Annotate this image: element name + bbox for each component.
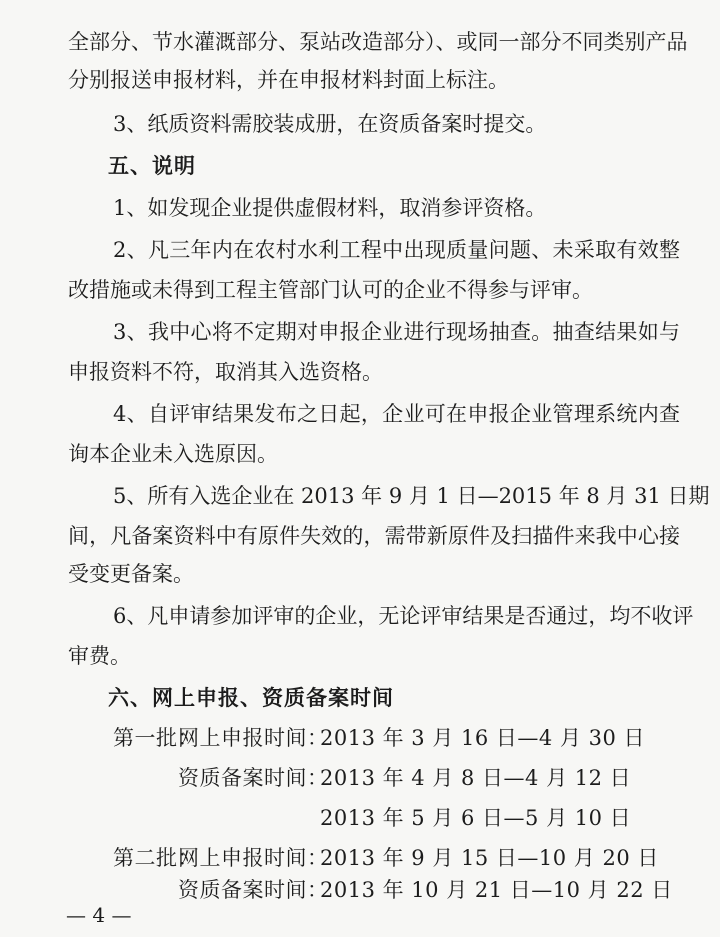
filing-value: 2013 年 10 月 21 日—10 月 22 日 (320, 878, 673, 902)
schedule-row (0, 798, 720, 838)
section-heading: 五、说明 (108, 153, 196, 178)
list-item-line: 4、自评审结果发布之日起，企业可在申报企业管理系统内查 (113, 402, 680, 426)
list-item-line: 改措施或未得到工程主管部门认可的企业不得参与评审。 (68, 278, 593, 302)
section-heading: 六、网上申报、资质备案时间 (108, 685, 394, 710)
list-item-line: 申报资料不符，取消其入选资格。 (68, 360, 383, 384)
list-item-line: 1、如发现企业提供虚假材料，取消参评资格。 (113, 196, 547, 220)
batch-label: 第二批： (113, 846, 199, 870)
list-item-line: 5、所有入选企业在 2013 年 9 月 1 日—2015 年 8 月 31 日期 (113, 484, 710, 508)
list-item-line: 审费。 (68, 644, 131, 668)
filing-value: 2013 年 4 月 8 日—4 月 12 日 (320, 766, 632, 790)
page-number: — 4 — (66, 903, 132, 927)
online-value: 2013 年 3 月 16 日—4 月 30 日 (320, 726, 646, 750)
list-item-line: 3、我中心将不定期对申报企业进行现场抽查。抽查结果如与 (113, 320, 680, 344)
list-item-line: 间，凡备案资料中有原件失效的，需带新原件及扫描件来我中心接 (68, 524, 680, 548)
paragraph-line: 3、纸质资料需胶装成册，在资质备案时提交。 (113, 112, 547, 136)
online-label: 网上申报时间： (178, 726, 329, 750)
schedule-row (0, 758, 720, 798)
list-item-line: 询本企业未入选原因。 (68, 442, 278, 466)
list-item-line: 2、凡三年内在农村水利工程中出现质量问题、未采取有效整 (113, 238, 680, 262)
filing-label: 资质备案时间： (178, 766, 329, 790)
paragraph-line: 分别报送申报材料，并在申报材料封面上标注。 (68, 68, 509, 92)
online-label: 网上申报时间： (178, 846, 329, 870)
schedule-row (0, 718, 720, 758)
filing-value: 2013 年 5 月 6 日—5 月 10 日 (320, 806, 632, 830)
online-value: 2013 年 9 月 15 日—10 月 20 日 (320, 846, 659, 870)
list-item-line: 受变更备案。 (68, 562, 194, 586)
paragraph-line: 全部分、节水灌溉部分、泵站改造部分）、或同一部分不同类别产品 (68, 30, 688, 54)
batch-label: 第一批： (113, 726, 199, 750)
filing-label: 资质备案时间： (178, 878, 329, 902)
list-item-line: 6、凡申请参加评审的企业，无论评审结果是否通过，均不收评 (113, 604, 694, 628)
